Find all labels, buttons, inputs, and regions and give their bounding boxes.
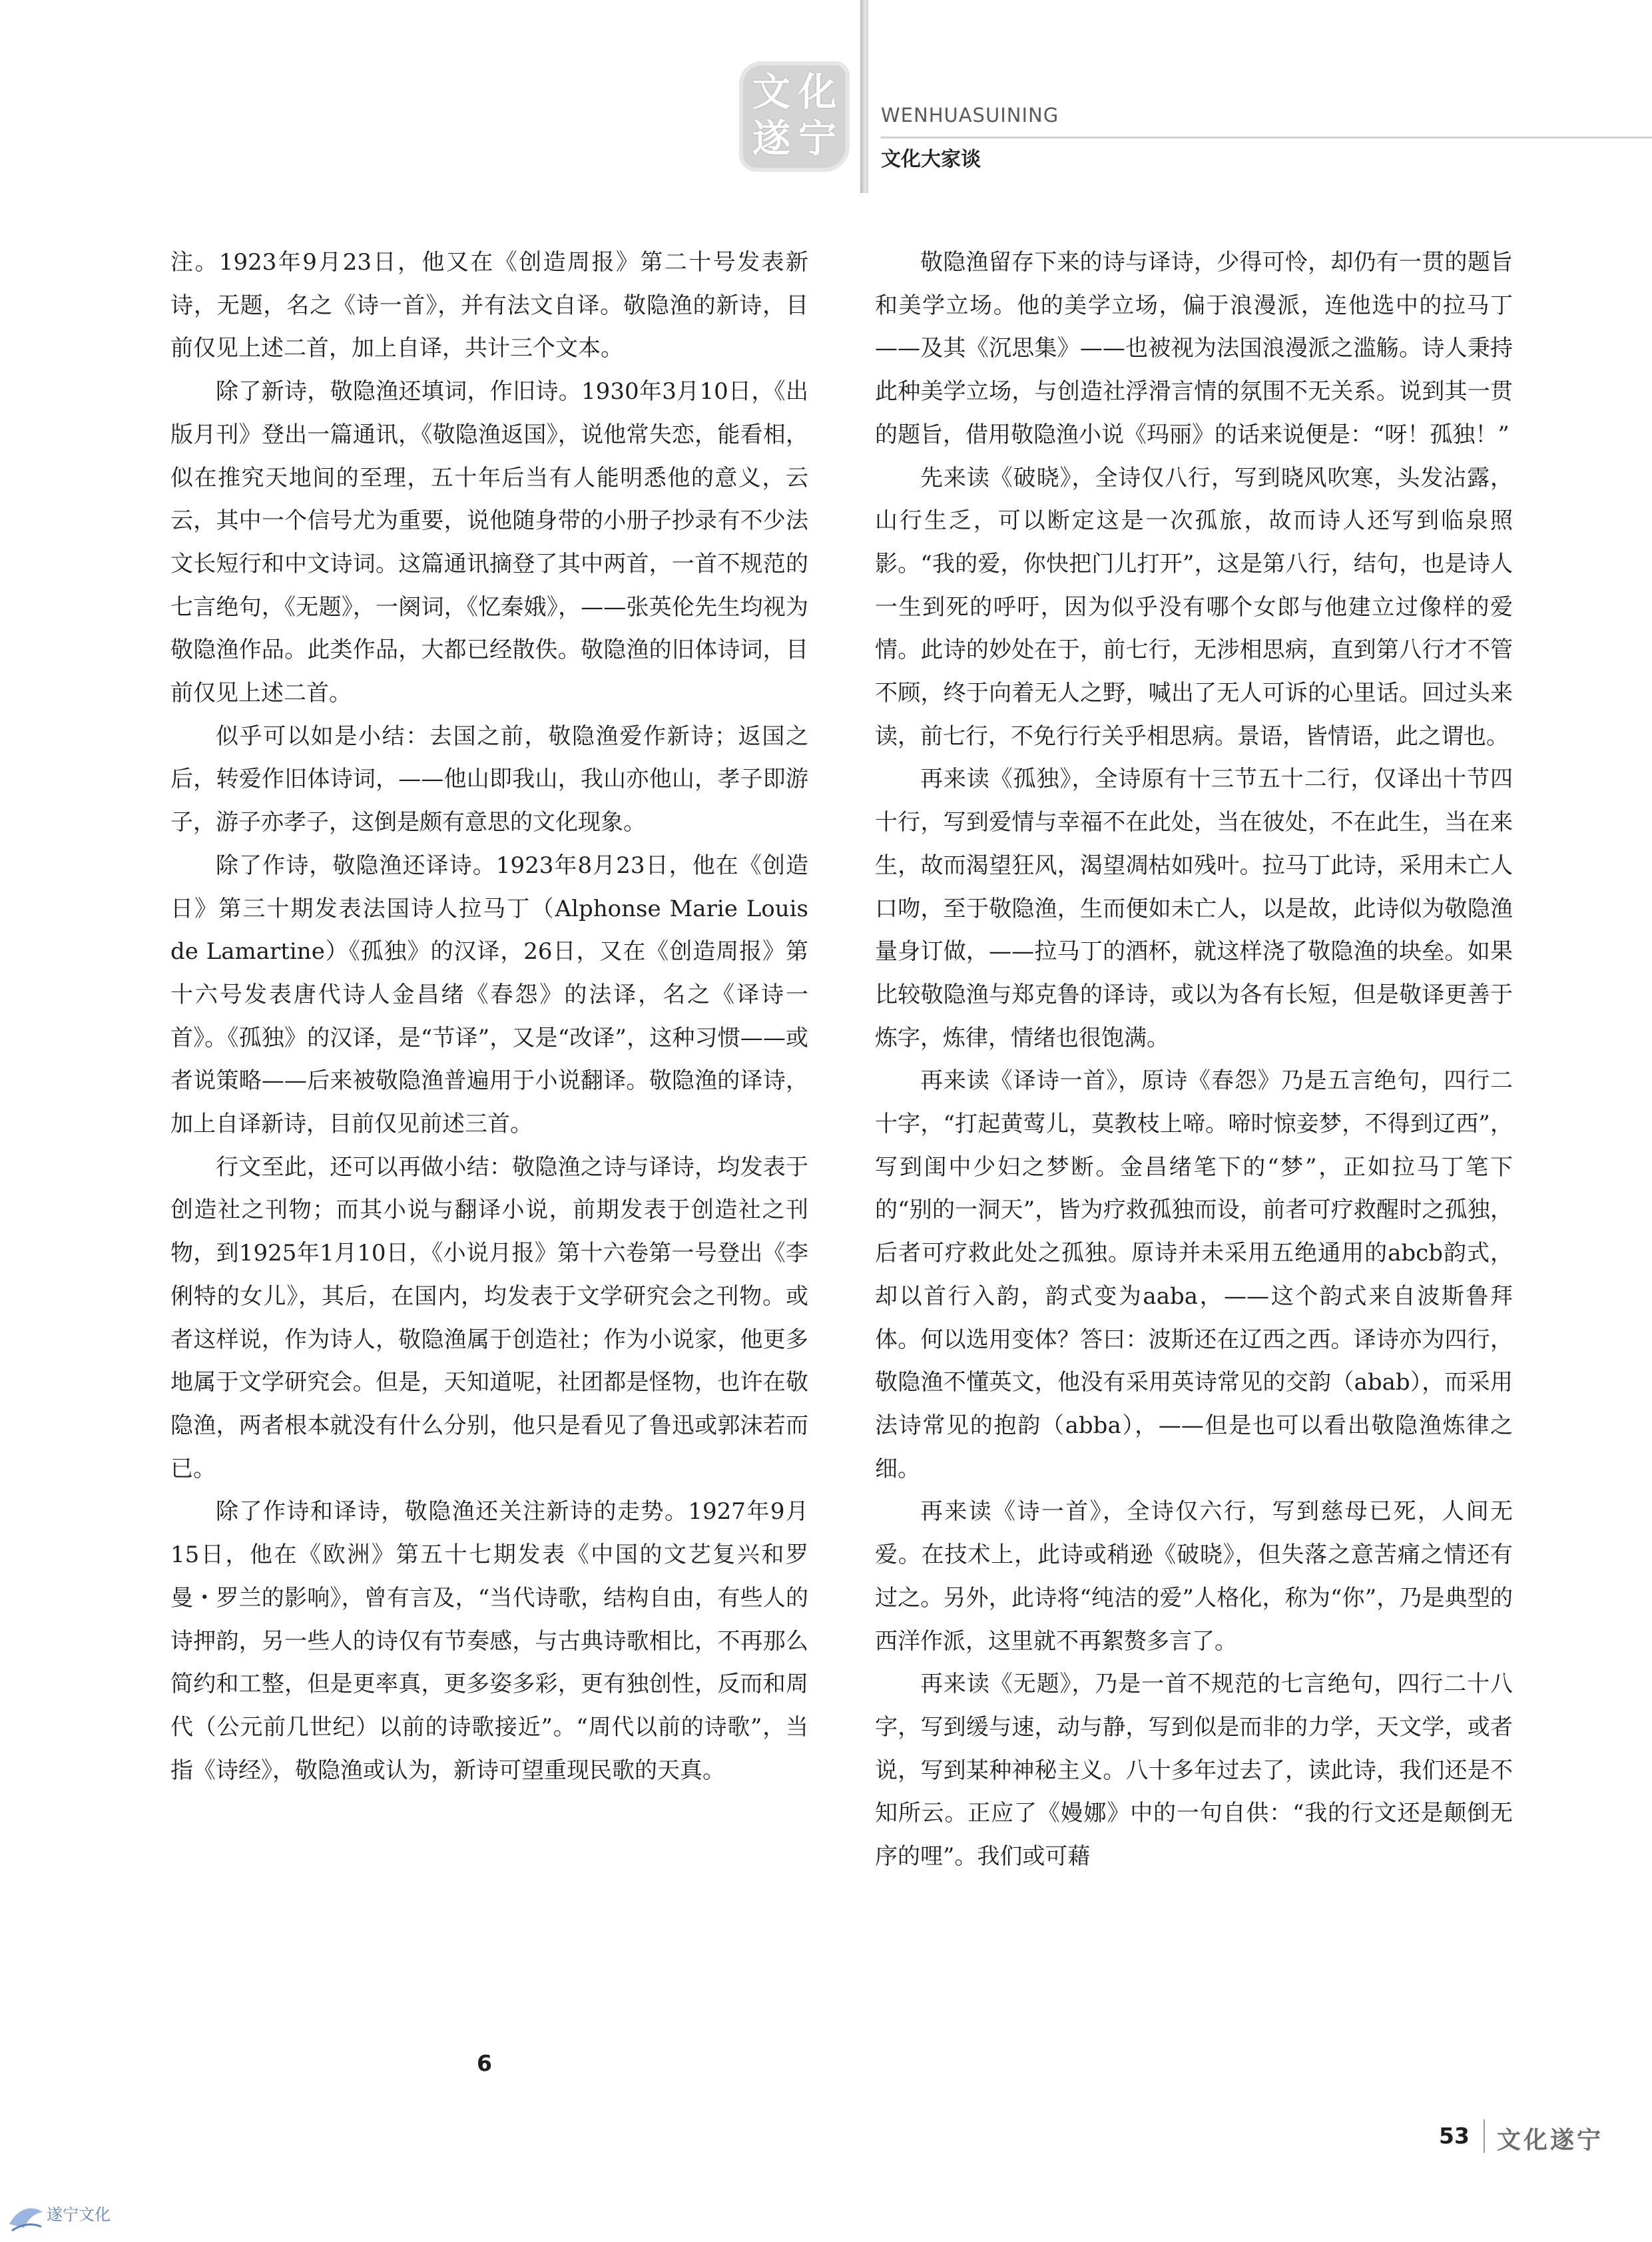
logo-char: 文: [752, 69, 791, 115]
inner-page-number: 6: [477, 2050, 492, 2076]
paragraph: 再来读《孤独》，全诗原有十三节五十二行，仅译出十节四十行，写到爱情与幸福不在此处，当在彼处，不在此生，当在来生，故而渴望狂风，渴望凋枯如残叶。拉马丁此诗，采用未亡人口吻，至于敬隐渔，生而便如未亡人，以是故，此诗似为敬隐渔量身订做，——拉马丁的酒杯，就这样浇了敬隐渔的块垒。如果比较敬隐渔与郑克鲁的译诗，或以为各有长短，但是敬译更善于炼字，炼律，情绪也很饱满。: [875, 766, 1513, 1051]
masthead-latin: WENHUASUINING: [881, 104, 1059, 127]
logo-char: 遂: [752, 116, 791, 161]
logo-char: 化: [798, 69, 837, 115]
footer-separator: [1484, 2119, 1485, 2153]
paragraph: 再来读《诗一首》，全诗仅六行，写到慈母已死，人间无爱。在技术上，此诗或稍逊《破晓》，但失落之意苦痛之情还有过之。另外，此诗将“纯洁的爱”人格化，称为“你”，乃是典型的西洋作派，这里就不再絮赘多言了。: [875, 1498, 1513, 1655]
section-name: 文化大家谈: [881, 148, 981, 171]
paragraph: 再来读《无题》，乃是一首不规范的七言绝句，四行二十八字，写到缓与速，动与静，写到似是而非的力学，天文学，或者说，写到某种神秘主义。八十多年过去了，读此诗，我们还是不知所云。正应了《嫚娜》中的一句自供：“我的行文还是颠倒无序的哩”。我们或可藉: [875, 1671, 1513, 1870]
magazine-logo: [739, 61, 850, 172]
right-column: [875, 241, 1513, 1878]
paragraph: 行文至此，还可以再做小结：敬隐渔之诗与译诗，均发表于创造社之刊物；而其小说与翻译小说，前期发表于创造社之刊物，到1925年1月10日，《小说月报》第十六卷第一号登出《李俐特的女儿》，其后，在国内，均发表于文学研究会之刊物。或者这样说，作为诗人，敬隐渔属于创造社；作为小说家，他更多地属于文学研究会。但是，天知道呢，社团都是怪物，也许在敬隐渔，两者根本就没有什么分别，他只是看见了鲁迅或郭沫若而已。: [170, 1153, 808, 1482]
page-number: 53: [1439, 2123, 1470, 2149]
paragraph: 敬隐渔留存下来的诗与译诗，少得可怜，却仍有一贯的题旨和美学立场。他的美学立场，偏于浪漫派，连他选中的拉马丁——及其《沉思集》——也被视为法国浪漫派之滥觞。诗人秉持此种美学立场，与创造社浮滑言情的氛围不无关系。说到其一贯的题旨，借用敬隐渔小说《玛丽》的话来说便是：“呀！孤独！”: [875, 249, 1513, 448]
footer-brand: 文化遂宁: [1497, 2126, 1604, 2154]
masthead-rule: [881, 137, 1652, 139]
paragraph: 除了作诗和译诗，敬隐渔还关注新诗的走势。1927年9月15日，他在《欧洲》第五十七期发表《中国的文艺复兴和罗曼・罗兰的影响》，曾有言及，“当代诗歌，结构自由，有些人的诗押韵，另一些人的诗仅有节奏感，与古典诗歌相比，不再那么简约和工整，但是更率真，更多姿多彩，更有独创性，反而和周代（公元前几世纪）以前的诗歌接近”。“周代以前的诗歌”，当指《诗经》，敬隐渔或认为，新诗可望重现民歌的天真。: [170, 1498, 808, 1784]
paragraph: 似乎可以如是小结：去国之前，敬隐渔爱作新诗；返国之后，转爱作旧体诗词，——他山即我山，我山亦他山，孝子即游子，游子亦孝子，这倒是颇有意思的文化现象。: [170, 722, 808, 836]
paragraph: 先来读《破晓》，全诗仅八行，写到晓风吹寒，头发沾露，山行生乏，可以断定这是一次孤旅，故而诗人还写到临泉照影。“我的爱，你快把门儿打开”，这是第八行，结句，也是诗人一生到死的呼吁，因为似乎没有哪个女郎与他建立过像样的爱情。此诗的妙处在于，前七行，无涉相思病，直到第八行才不管不顾，终于向着无人之野，喊出了无人可诉的心里话。回过头来读，前七行，不免行行关乎相思病。景语，皆情语，此之谓也。: [875, 464, 1513, 750]
logo-char: 宁: [798, 116, 837, 161]
left-column: [170, 241, 808, 1792]
paragraph: 除了新诗，敬隐渔还填词，作旧诗。1930年3月10日，《出版月刊》登出一篇通讯，《敬隐渔返国》，说他常失恋，能看相，似在推究天地间的至理，五十年后当有人能明悉他的意义，云云，其中一个信号尤为重要，说他随身带的小册子抄录有不少法文长短行和中文诗词。这篇通讯摘登了其中两首，一首不规范的七言绝句，《无题》，一阕词，《忆秦娥》，——张英伦先生均视为敬隐渔作品。此类作品，大都已经散佚。敬隐渔的旧体诗词，目前仅见上述二首。: [170, 378, 808, 707]
paragraph: 除了作诗，敬隐渔还译诗。1923年8月23日，他在《创造日》第三十期发表法国诗人拉马丁（Alphonse Marie Louis de Lamartine）《孤独》的汉译，26日，又在《创造周报》第十六号发表唐代诗人金昌绪《春怨》的法译，名之《译诗一首》。《孤独》的汉译，是“节译”，又是“改译”，这种习惯——或者说策略——后来被敬隐渔普遍用于小说翻译。敬隐渔的译诗，加上自译新诗，目前仅见前述三首。: [170, 852, 808, 1138]
paragraph: 再来读《译诗一首》，原诗《春怨》乃是五言绝句，四行二十字，“打起黄莺儿，莫教枝上啼。啼时惊妾梦，不得到辽西”，写到闺中少妇之梦断。金昌绪笔下的“梦”，正如拉马丁笔下的“别的一洞天”，皆为疗救孤独而设，前者可疗救醒时之孤独，后者可疗救此处之孤独。原诗并未采用五绝通用的abcb韵式，却以首行入韵，韵式变为aaba，——这个韵式来自波斯鲁拜体。何以选用变体？答曰：波斯还在辽西之西。译诗亦为四行，敬隐渔不懂英文，他没有采用英诗常见的交韵（abab），而采用法诗常见的抱韵（abba），——但是也可以看出敬隐渔炼律之细。: [875, 1067, 1513, 1482]
watermark-text: 遂宁文化: [47, 2205, 111, 2224]
paragraph: 注。1923年9月23日，他又在《创造周报》第二十号发表新诗，无题，名之《诗一首》，并有法文自译。敬隐渔的新诗，目前仅见上述二首，加上自译，共计三个文本。: [170, 249, 808, 362]
header-divider-bar: [860, 0, 868, 193]
